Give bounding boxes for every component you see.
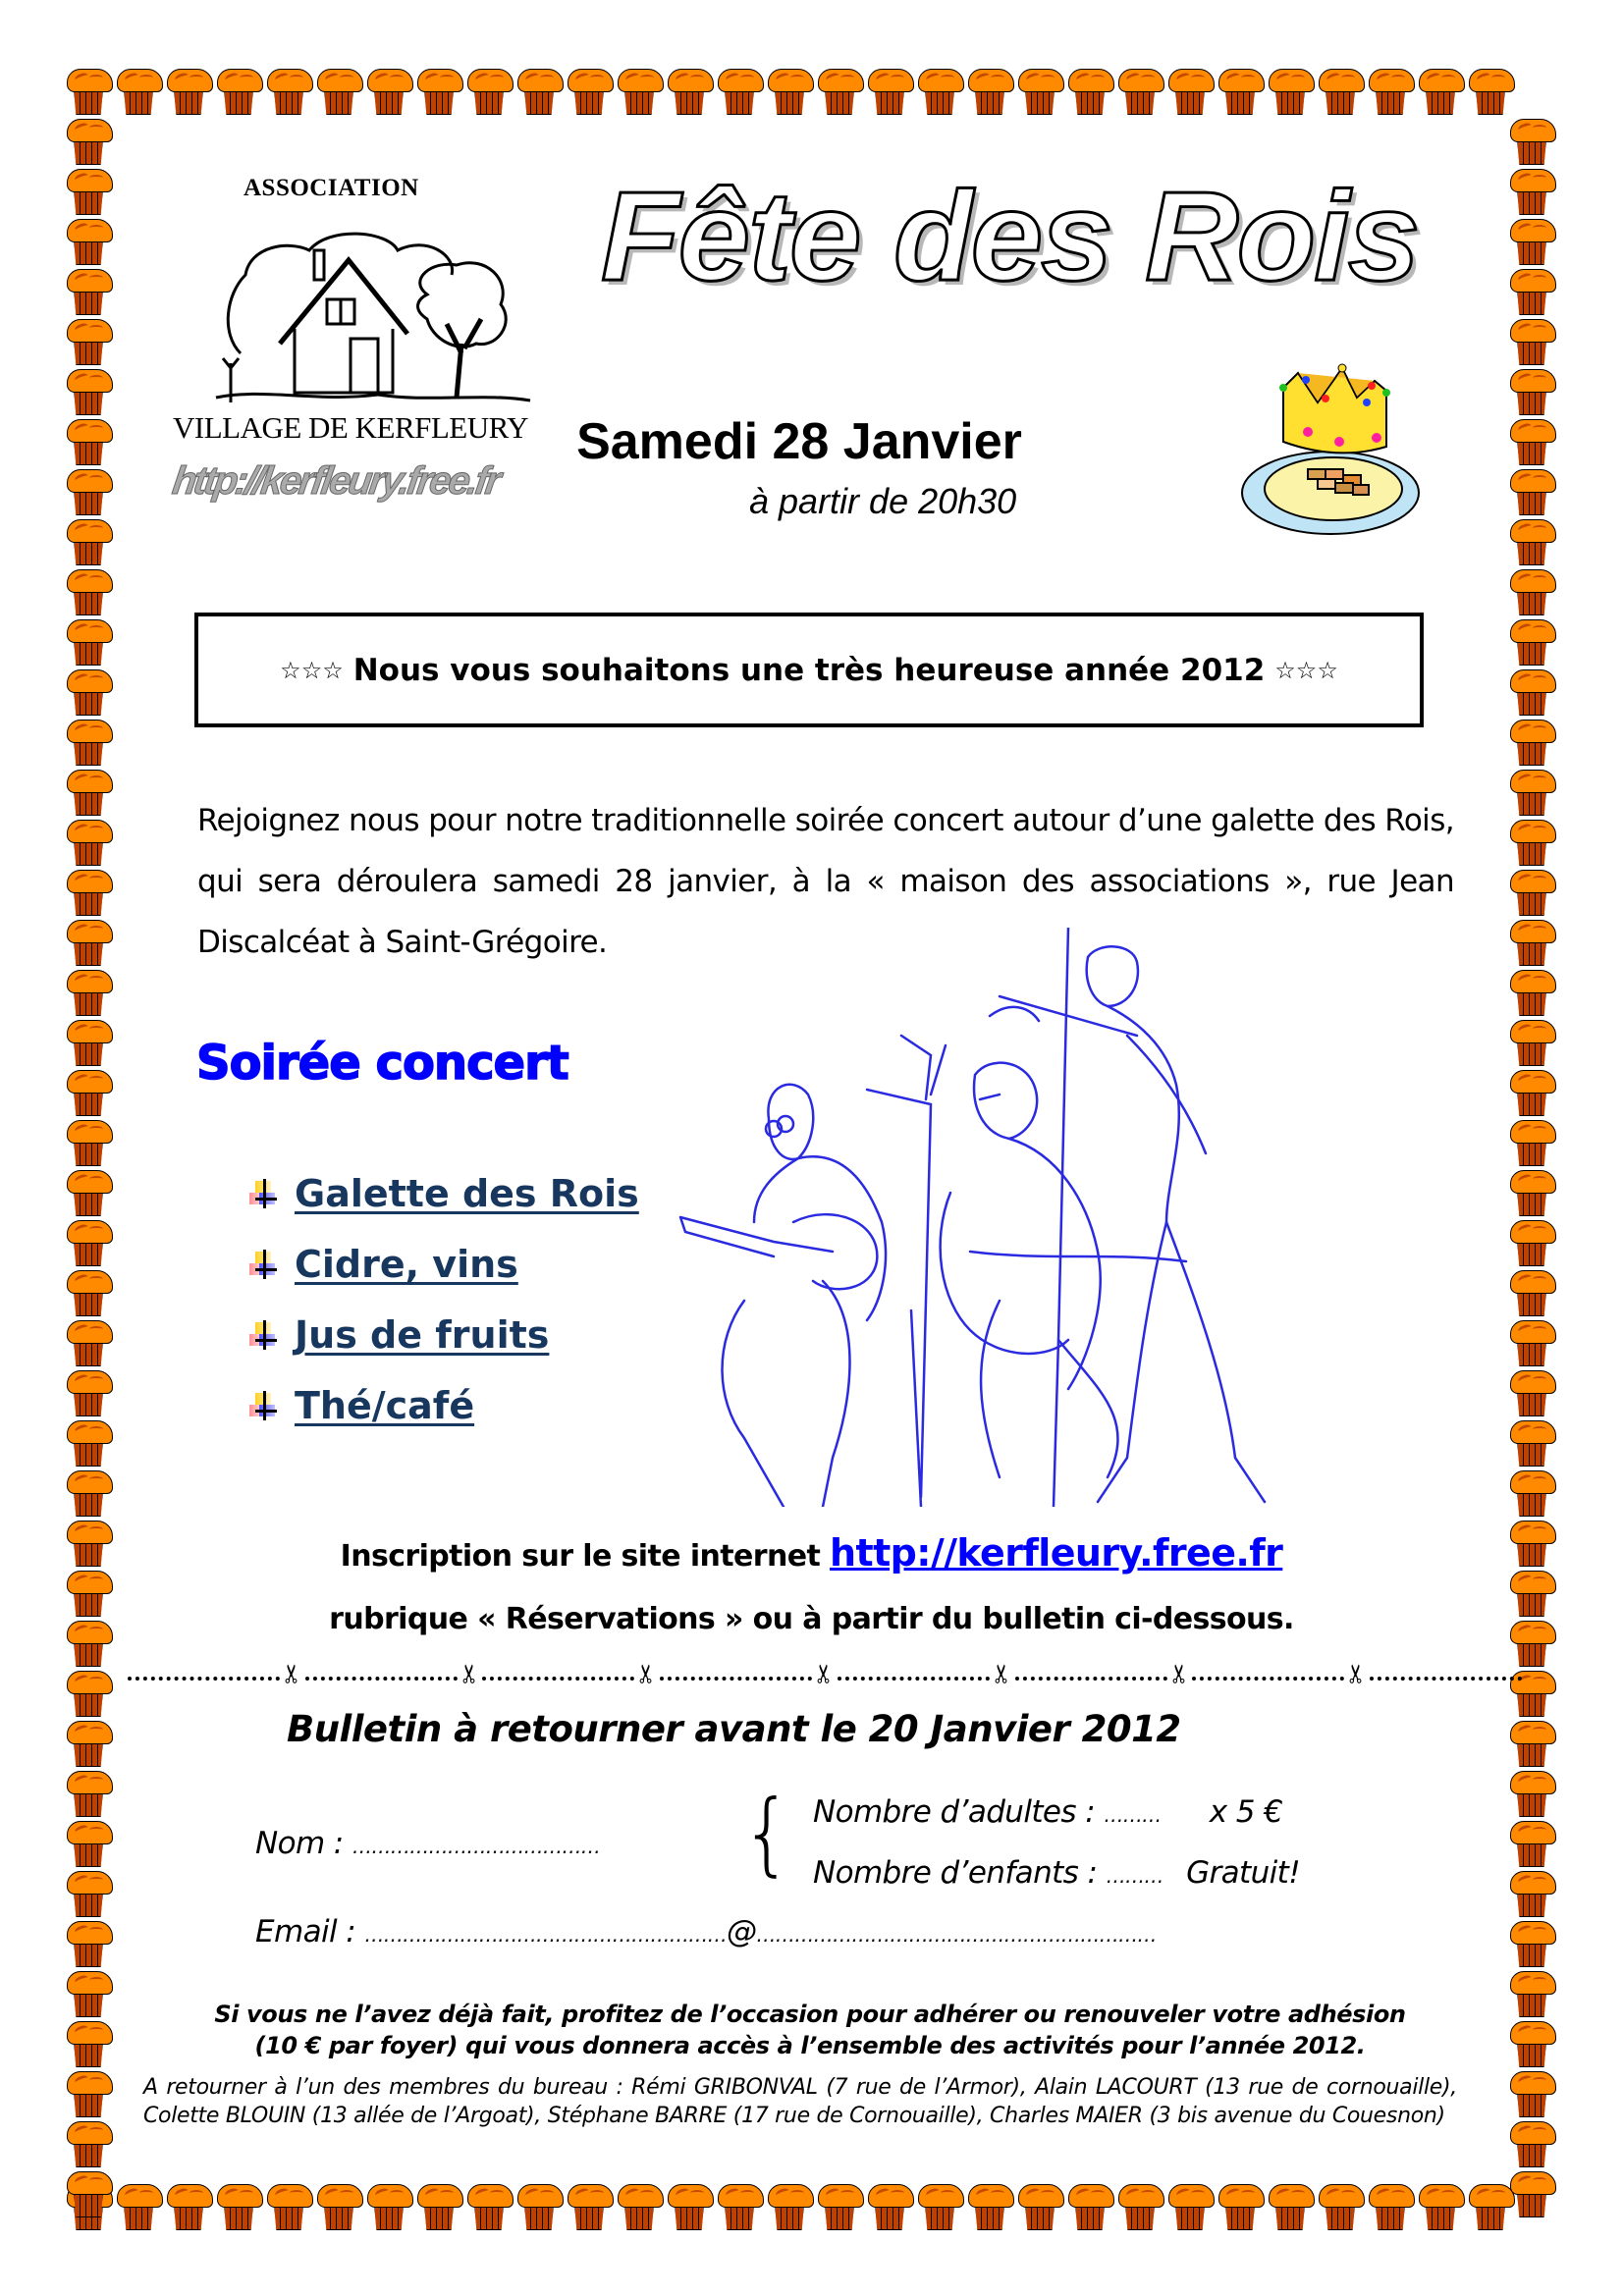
muffin-icon	[67, 970, 112, 1015]
muffin-icon	[1510, 1320, 1555, 1365]
muffin-icon	[67, 2171, 112, 2216]
adhesion-notice	[147, 1999, 1473, 2061]
muffin-icon	[67, 870, 112, 915]
inscription-line-2: rubrique « Réservations » ou à partir du bulletin ci-dessous.	[329, 1602, 1294, 1636]
concert-heading: Soirée concert	[196, 1036, 568, 1091]
event-time: à partir de 20h30	[749, 481, 1017, 521]
nom-field[interactable]	[255, 1826, 600, 1861]
muffin-icon	[1218, 2184, 1264, 2229]
muffin-icon	[668, 2184, 713, 2229]
enfants-label: Nombre d’enfants :	[813, 1855, 1098, 1891]
inscription-info	[0, 1522, 1623, 1651]
muffin-icon	[1510, 1470, 1555, 1516]
list-item	[247, 1158, 639, 1229]
muffin-icon	[67, 2071, 112, 2116]
muffin-icon	[267, 2184, 312, 2229]
muffin-icon	[217, 2184, 262, 2229]
enfants-input-dots[interactable]: ………	[1106, 1864, 1163, 1888]
muffin-icon	[167, 2184, 212, 2229]
muffin-icon	[1419, 2184, 1464, 2229]
muffin-icon	[67, 1120, 112, 1165]
muffin-icon	[67, 269, 112, 314]
greeting-text: Nous vous souhaitons une très heureuse année 2012	[352, 652, 1266, 688]
muffin-icon	[117, 2184, 162, 2229]
muffin-icon	[67, 770, 112, 815]
muffin-icon	[67, 469, 112, 514]
muffin-icon	[1068, 2184, 1113, 2229]
muffin-icon	[1510, 1120, 1555, 1165]
muffin-icon	[517, 2184, 563, 2229]
muffin-icon	[868, 2184, 913, 2229]
email-label: Email :	[255, 1914, 356, 1949]
muffin-icon	[1510, 1771, 1555, 1816]
menu-item-galette[interactable]: Galette des Rois	[295, 1172, 639, 1215]
muffin-icon	[1510, 1871, 1555, 1916]
logo-association-label: ASSOCIATION	[243, 175, 419, 201]
muffin-icon	[67, 1070, 112, 1115]
logo-village-label: VILLAGE DE KERFLEURY	[173, 410, 528, 445]
muffin-icon	[1168, 69, 1214, 114]
muffin-icon	[668, 69, 713, 114]
muffin-icon	[1168, 2184, 1214, 2229]
adultes-field[interactable]	[813, 1794, 1282, 1830]
muffin-icon	[467, 69, 513, 114]
muffin-icon	[67, 720, 112, 765]
muffin-icon	[768, 69, 813, 114]
muffin-icon	[367, 2184, 412, 2229]
muffin-icon	[1510, 119, 1555, 164]
muffin-icon	[1510, 2121, 1555, 2166]
concert-menu-list	[247, 1158, 639, 1441]
muffin-icon	[67, 1821, 112, 1866]
muffin-icon	[67, 369, 112, 414]
muffin-icon	[1510, 369, 1555, 414]
musicians-sketch-icon	[676, 928, 1422, 1507]
muffin-icon	[67, 920, 112, 965]
inscription-prefix: Inscription sur le site internet	[340, 1539, 821, 1574]
stars-icon: ☆☆☆	[280, 656, 344, 684]
muffin-icon	[1510, 1370, 1555, 1415]
muffin-icon	[718, 69, 763, 114]
muffin-icon	[868, 69, 913, 114]
muffin-icon	[1018, 2184, 1063, 2229]
muffin-icon	[67, 1420, 112, 1466]
muffin-icon	[67, 1671, 112, 1716]
list-item	[247, 1300, 639, 1370]
adhesion-line-1: Si vous ne l’avez déjà fait, profitez de l’occasion pour adhérer ou renouveler votre adhésion	[214, 2001, 1406, 2028]
muffin-icon	[467, 2184, 513, 2229]
muffin-icon	[67, 619, 112, 665]
scissors-icon: ✂	[809, 1663, 839, 1684]
cut-line	[128, 1657, 1522, 1686]
muffin-icon	[67, 1921, 112, 1966]
muffin-icon	[618, 2184, 663, 2229]
muffin-icon	[67, 69, 112, 114]
scissors-icon: ✂	[1164, 1663, 1195, 1684]
muffin-icon	[67, 1020, 112, 1065]
email-input-dots-domain[interactable]: ………………………………………………………	[756, 1923, 1157, 1947]
muffin-icon	[1510, 469, 1555, 514]
bullet-icon	[247, 1320, 277, 1350]
adhesion-line-2: (10 € par foyer) qui vous donnera accès à l’ensemble des activités pour l’année 2012.	[254, 2032, 1366, 2059]
bullet-icon	[247, 1391, 277, 1420]
muffin-icon	[67, 519, 112, 564]
muffin-icon	[1510, 1220, 1555, 1265]
muffin-icon	[367, 69, 412, 114]
muffin-icon	[417, 69, 462, 114]
muffin-icon	[1510, 2171, 1555, 2216]
muffin-icon	[1510, 770, 1555, 815]
muffin-icon	[1319, 2184, 1364, 2229]
muffin-icon	[67, 1470, 112, 1516]
enfants-price: Gratuit!	[1186, 1855, 1301, 1891]
house-and-tree-drawing-icon	[201, 206, 535, 407]
muffin-icon	[1218, 69, 1264, 114]
list-item	[247, 1229, 639, 1300]
muffin-icon	[1068, 69, 1113, 114]
muffin-icon	[1510, 870, 1555, 915]
muffin-icon	[618, 69, 663, 114]
muffin-icon	[1118, 2184, 1163, 2229]
muffin-icon	[1510, 2021, 1555, 2066]
muffin-icon	[1510, 720, 1555, 765]
muffin-icon	[67, 1721, 112, 1766]
intro-paragraph: Rejoignez nous pour notre traditionnelle soirée concert autour d’une galette des Rois, qui sera déroulera samedi 28 janvier, à la « maison des associations », rue Jean Discalcéat à Saint-Grégoire.	[197, 803, 1454, 960]
muffin-icon	[1510, 1921, 1555, 1966]
muffin-icon	[1269, 2184, 1314, 2229]
muffin-icon	[1510, 1971, 1555, 2016]
muffin-icon	[968, 2184, 1013, 2229]
nom-input-dots[interactable]: …………………………………	[352, 1835, 601, 1858]
muffin-icon	[918, 69, 963, 114]
muffin-icon	[67, 1220, 112, 1265]
muffin-icon	[1510, 669, 1555, 715]
muffin-icon	[568, 2184, 613, 2229]
muffin-icon	[67, 319, 112, 364]
muffin-icon	[1510, 1721, 1555, 1766]
muffin-icon	[818, 2184, 863, 2229]
muffin-icon	[1419, 69, 1464, 114]
muffin-icon	[67, 219, 112, 264]
adultes-label: Nombre d’adultes :	[813, 1794, 1096, 1830]
muffin-icon	[1510, 1420, 1555, 1466]
bullet-icon	[247, 1179, 277, 1208]
muffin-icon	[1469, 69, 1514, 114]
return-instructions: A retourner à l’un des membres du bureau : Rémi GRIBONVAL (7 rue de l’Armor), Alain LACOURT (13 rue de cornouaille), Colette BLOUIN (13 allée de l’Argoat), Stéphane BARRE (17 rue de Cornouaille), Charles MAIER (3 bis avenue du Couesnon)	[143, 2075, 1457, 2128]
bulletin-title: Bulletin à retourner avant le 20 Janvier 2012	[287, 1708, 1181, 1750]
muffin-icon	[67, 119, 112, 164]
scissors-icon: ✂	[455, 1663, 485, 1684]
muffin-icon	[317, 69, 362, 114]
muffin-icon	[768, 2184, 813, 2229]
muffin-icon	[1510, 1070, 1555, 1115]
list-item	[247, 1370, 639, 1441]
muffin-icon	[67, 2121, 112, 2166]
website-link[interactable]: http://kerfleury.free.fr	[830, 1531, 1283, 1575]
new-year-greeting-box	[194, 613, 1424, 727]
muffin-icon	[918, 2184, 963, 2229]
muffin-icon	[67, 1270, 112, 1315]
muffin-icon	[1510, 2071, 1555, 2116]
muffin-icon	[1510, 1170, 1555, 1215]
muffin-icon	[1369, 69, 1414, 114]
muffin-icon	[67, 1170, 112, 1215]
muffin-icon	[1510, 569, 1555, 614]
muffin-icon	[1510, 519, 1555, 564]
muffin-icon	[67, 669, 112, 715]
muffin-icon	[1510, 1821, 1555, 1866]
muffin-icon	[167, 69, 212, 114]
inscription-line-1	[0, 1522, 1623, 1588]
muffin-icon	[67, 1771, 112, 1816]
muffin-icon	[67, 1871, 112, 1916]
muffin-icon	[417, 2184, 462, 2229]
muffin-icon	[1510, 1270, 1555, 1315]
menu-item-the-cafe[interactable]: Thé/café	[295, 1384, 475, 1427]
stars-icon: ☆☆☆	[1274, 656, 1338, 684]
muffin-icon	[1510, 970, 1555, 1015]
scissors-icon: ✂	[632, 1663, 663, 1684]
menu-item-jus[interactable]: Jus de fruits	[295, 1313, 550, 1357]
muffin-icon	[818, 69, 863, 114]
muffin-icon	[317, 2184, 362, 2229]
scissors-icon: ✂	[1342, 1663, 1373, 1684]
muffin-icon	[117, 69, 162, 114]
brace-icon: {	[740, 1781, 793, 1886]
muffin-icon	[1118, 69, 1163, 114]
muffin-icon	[67, 820, 112, 865]
nom-label: Nom :	[255, 1826, 344, 1861]
muffin-icon	[267, 69, 312, 114]
email-field[interactable]	[255, 1914, 1157, 1949]
enfants-field[interactable]	[813, 1855, 1300, 1891]
muffin-icon	[968, 69, 1013, 114]
muffin-icon	[67, 2021, 112, 2066]
logo-url: http://kerfleury.free.fr	[169, 459, 502, 503]
muffin-icon	[1510, 319, 1555, 364]
muffin-icon	[1369, 2184, 1414, 2229]
crown-and-galette-icon	[1239, 363, 1431, 540]
menu-item-cidre[interactable]: Cidre, vins	[295, 1243, 518, 1286]
muffin-icon	[517, 69, 563, 114]
bullet-icon	[247, 1250, 277, 1279]
muffin-icon	[217, 69, 262, 114]
muffin-icon	[1510, 169, 1555, 214]
muffin-icon	[1469, 2184, 1514, 2229]
muffin-icon	[1510, 820, 1555, 865]
muffin-icon	[1510, 920, 1555, 965]
muffin-icon	[67, 169, 112, 214]
muffin-icon	[1510, 219, 1555, 264]
muffin-icon	[67, 1370, 112, 1415]
muffin-icon	[67, 569, 112, 614]
page-title: Fête des Rois	[601, 165, 1419, 307]
muffin-icon	[1510, 619, 1555, 665]
adultes-price: x 5 €	[1209, 1794, 1283, 1830]
event-date-text: Samedi 28 Janvier	[576, 413, 1022, 470]
email-at: @	[726, 1914, 757, 1949]
muffin-icon	[1510, 269, 1555, 314]
muffin-icon	[1510, 1020, 1555, 1065]
muffin-icon	[67, 1971, 112, 2016]
email-input-dots-user[interactable]: …………………………………………………	[364, 1923, 727, 1947]
scissors-icon: ✂	[277, 1663, 307, 1684]
muffin-icon	[1269, 69, 1314, 114]
muffin-icon	[1319, 69, 1364, 114]
muffin-icon	[1018, 69, 1063, 114]
adultes-input-dots[interactable]: ………	[1104, 1803, 1162, 1827]
muffin-icon	[718, 2184, 763, 2229]
muffin-icon	[67, 1320, 112, 1365]
scissors-icon: ✂	[987, 1663, 1017, 1684]
muffin-icon	[568, 69, 613, 114]
